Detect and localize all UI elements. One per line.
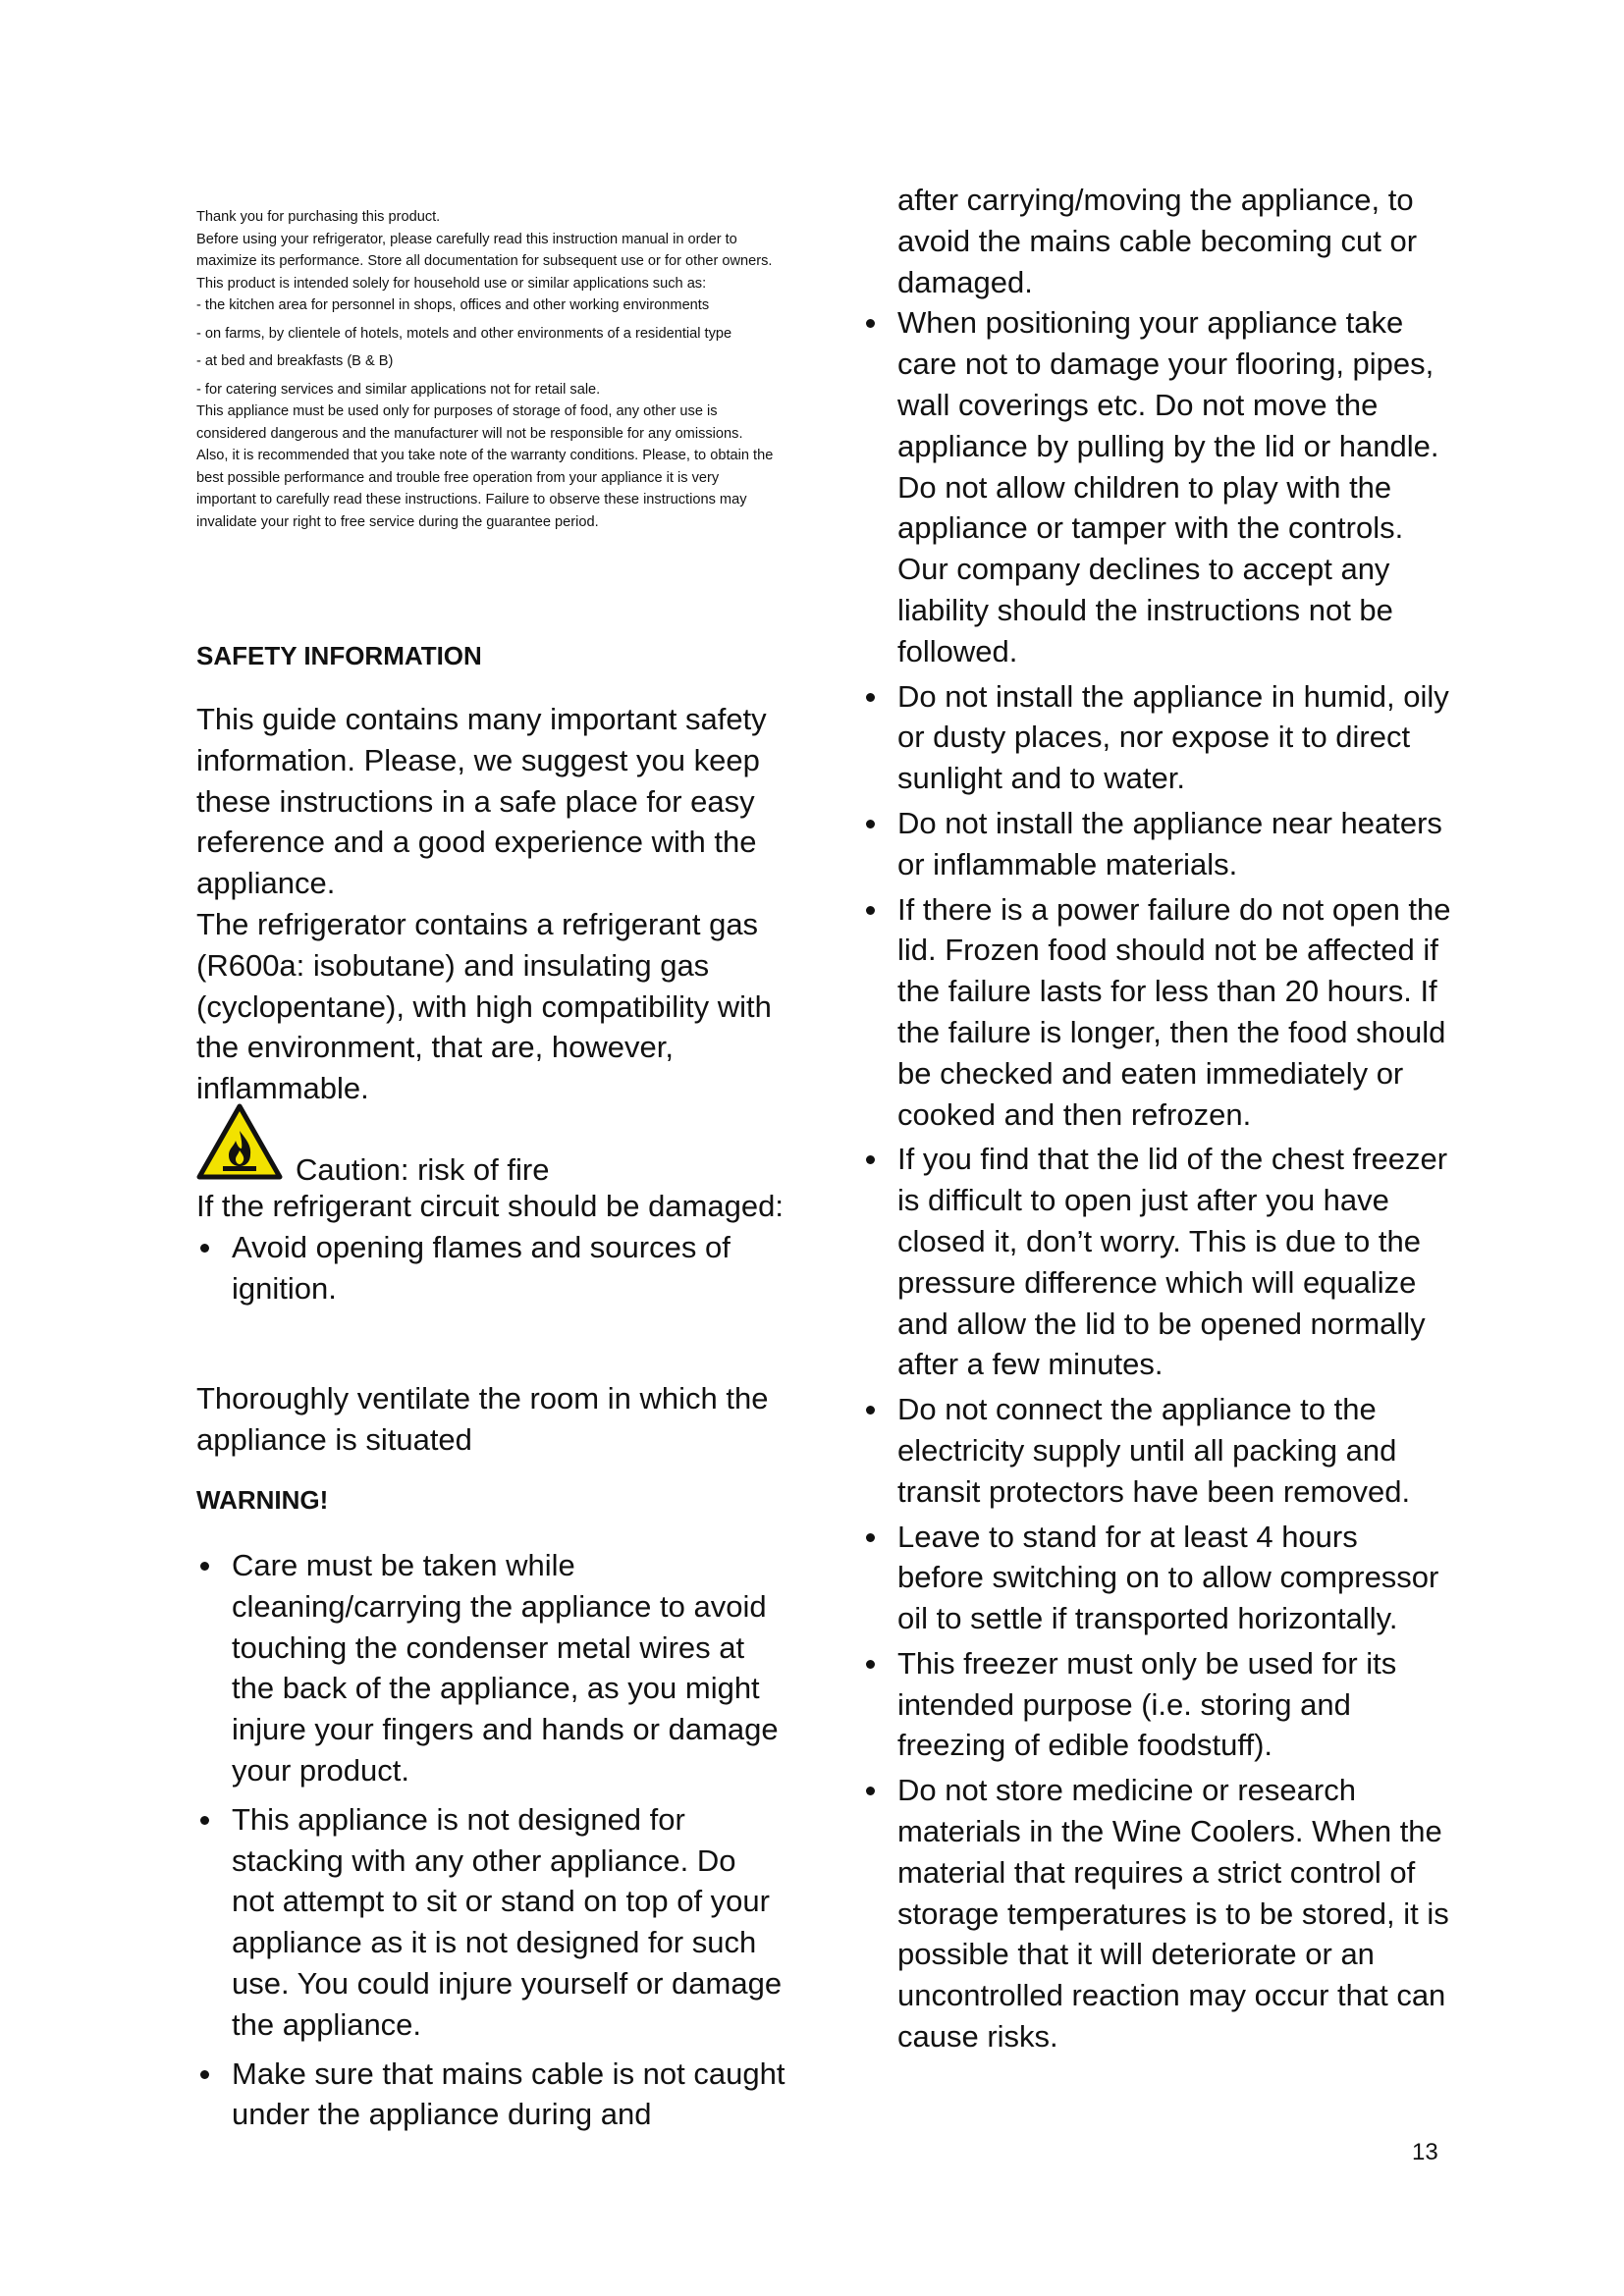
intro-line: This appliance must be used only for purposes of storage of food, any other use is considered dangerous and the manufacturer will not be responsible for any omissions. Also, it is recommended that you take note of the warranty conditions. Please, to obtain the best possible performance and trouble free operation from your appliance it is very important to carefully read these instructions. Failure to observe these instructions may invalidate your right to free service during the guarantee period. [196, 403, 774, 530]
bullet-icon [200, 1562, 209, 1571]
caution-list [196, 1227, 785, 1309]
safety-body [196, 699, 785, 1109]
bullet-icon [866, 1155, 875, 1164]
list-item [862, 1770, 1451, 2057]
bullet-icon [200, 1816, 209, 1825]
list-item-text: Do not store medicine or research materials in the Wine Coolers. When the material that requires a strict control of storage temperatures is to be stored, it is possible that it will deteriorate or an uncontrolled reaction may occur that can cause risks. [897, 1773, 1449, 2055]
safety-para-1: This guide contains many important safety information. Please, we suggest you keep these instructions in a safe place for easy reference and a good experience with the appliance. [196, 702, 767, 901]
intro-line: Before using your refrigerator, please carefully read this instruction manual in order to maximize its performance. Store all documentation for subsequent use or for other owners. This product is intended solely for household use or similar applications such as: [196, 231, 773, 292]
list-item [862, 676, 1451, 799]
caution-row [196, 1103, 785, 1186]
list-item-text: Make sure that mains cable is not caught under the appliance during and [232, 2056, 785, 2132]
list-item-text: When positioning your appliance take care not to damage your flooring, pipes, wall coverings etc. Do not move the appliance by pulling by the lid or handle. Do not allow children to play with the appliance or tamper with the controls. Our company declines to accept any liability should the instructions not be followed. [897, 305, 1439, 668]
bullet-icon [200, 2070, 209, 2079]
list-item-text: If you find that the lid of the chest freezer is difficult to open just after you have closed it, don’t worry. This is due to the pressure difference which will equalize and allow the lid to be opened normally after a few minutes. [897, 1142, 1448, 1382]
bullet-icon [866, 1406, 875, 1415]
warning-list-left [196, 1545, 785, 2143]
list-item-text: Do not install the appliance in humid, oily or dusty places, nor expose it to direct sunlight and to water. [897, 678, 1449, 796]
fire-warning-icon [196, 1103, 283, 1180]
continuation-text: after carrying/moving the appliance, to avoid the mains cable becoming cut or damaged. [897, 183, 1418, 299]
list-item-text: If there is a power failure do not open the lid. Frozen food should not be affected if the failure lasts for less than 20 hours. If the failure is longer, then the food should be checked and eaten immediately or cooked and then refrozen. [897, 891, 1451, 1132]
list-item [196, 1227, 785, 1309]
list-item [862, 302, 1451, 671]
list-item [862, 1517, 1451, 1639]
caution-block [196, 1103, 785, 1308]
safety-para-2: The refrigerator contains a refrigerant gas (R600a: isobutane) and insulating gas (cyclopentane), with high compatibility with the environment, that are, however, inflammable. [196, 906, 772, 1106]
list-item-text: Care must be taken while cleaning/carrying the appliance to avoid touching the condenser metal wires at the back of the appliance, as you might injure your fingers and hands or damage your product. [232, 1548, 779, 1788]
intro-line: Thank you for purchasing this product. [196, 209, 441, 225]
bullet-icon [866, 693, 875, 702]
ventilate-text [196, 1378, 785, 1461]
caution-label: Caution: risk of fire [296, 1152, 550, 1187]
intro-line: - the kitchen area for personnel in shops, offices and other working environments [196, 297, 710, 313]
ventilate-para: Thoroughly ventilate the room in which the appliance is situated [196, 1381, 769, 1457]
page-number: 13 [1412, 2139, 1438, 2165]
list-item [862, 1389, 1451, 1512]
bullet-icon [866, 319, 875, 328]
list-item-text: Do not install the appliance near heaters or inflammable materials. [897, 805, 1442, 881]
list-item [862, 803, 1451, 885]
intro-text [196, 206, 776, 533]
safety-heading: SAFETY INFORMATION [196, 641, 482, 670]
bullet-icon [200, 1244, 209, 1253]
bullet-icon [866, 906, 875, 915]
list-item-text: This freezer must only be used for its intended purpose (i.e. storing and freezing of edible foodstuff). [897, 1645, 1397, 1763]
intro-line: - for catering services and similar applications not for retail sale. [196, 381, 601, 398]
list-item [862, 1643, 1451, 1766]
list-item-text: Leave to stand for at least 4 hours before switching on to allow compressor oil to settle if transported horizontally. [897, 1519, 1439, 1636]
list-item-text: This appliance is not designed for stacking with any other appliance. Do not attempt to sit or stand on top of your appliance as it is not designed for such use. You could injure yourself or damage the appliance. [232, 1801, 783, 2042]
list-item-text: Avoid opening flames and sources of ignition. [232, 1229, 731, 1306]
list-item [196, 2054, 785, 2136]
warning-heading: WARNING! [196, 1485, 329, 1515]
bullet-icon [866, 820, 875, 828]
list-item [196, 1799, 785, 2046]
bullet-icon [866, 1660, 875, 1669]
list-item-text: Do not connect the appliance to the electricity supply until all packing and transit protectors have been removed. [897, 1392, 1411, 1509]
list-item [862, 1139, 1451, 1385]
list-item [862, 889, 1451, 1136]
caution-text: If the refrigerant circuit should be damaged: [196, 1189, 784, 1223]
bullet-icon [866, 1533, 875, 1542]
intro-line: - on farms, by clientele of hotels, motels and other environments of a residential type [196, 325, 732, 342]
list-item [196, 1545, 785, 1791]
warning-list-right [862, 180, 1451, 2061]
intro-line: - at bed and breakfasts (B & B) [196, 353, 394, 369]
bullet-icon [866, 1787, 875, 1795]
